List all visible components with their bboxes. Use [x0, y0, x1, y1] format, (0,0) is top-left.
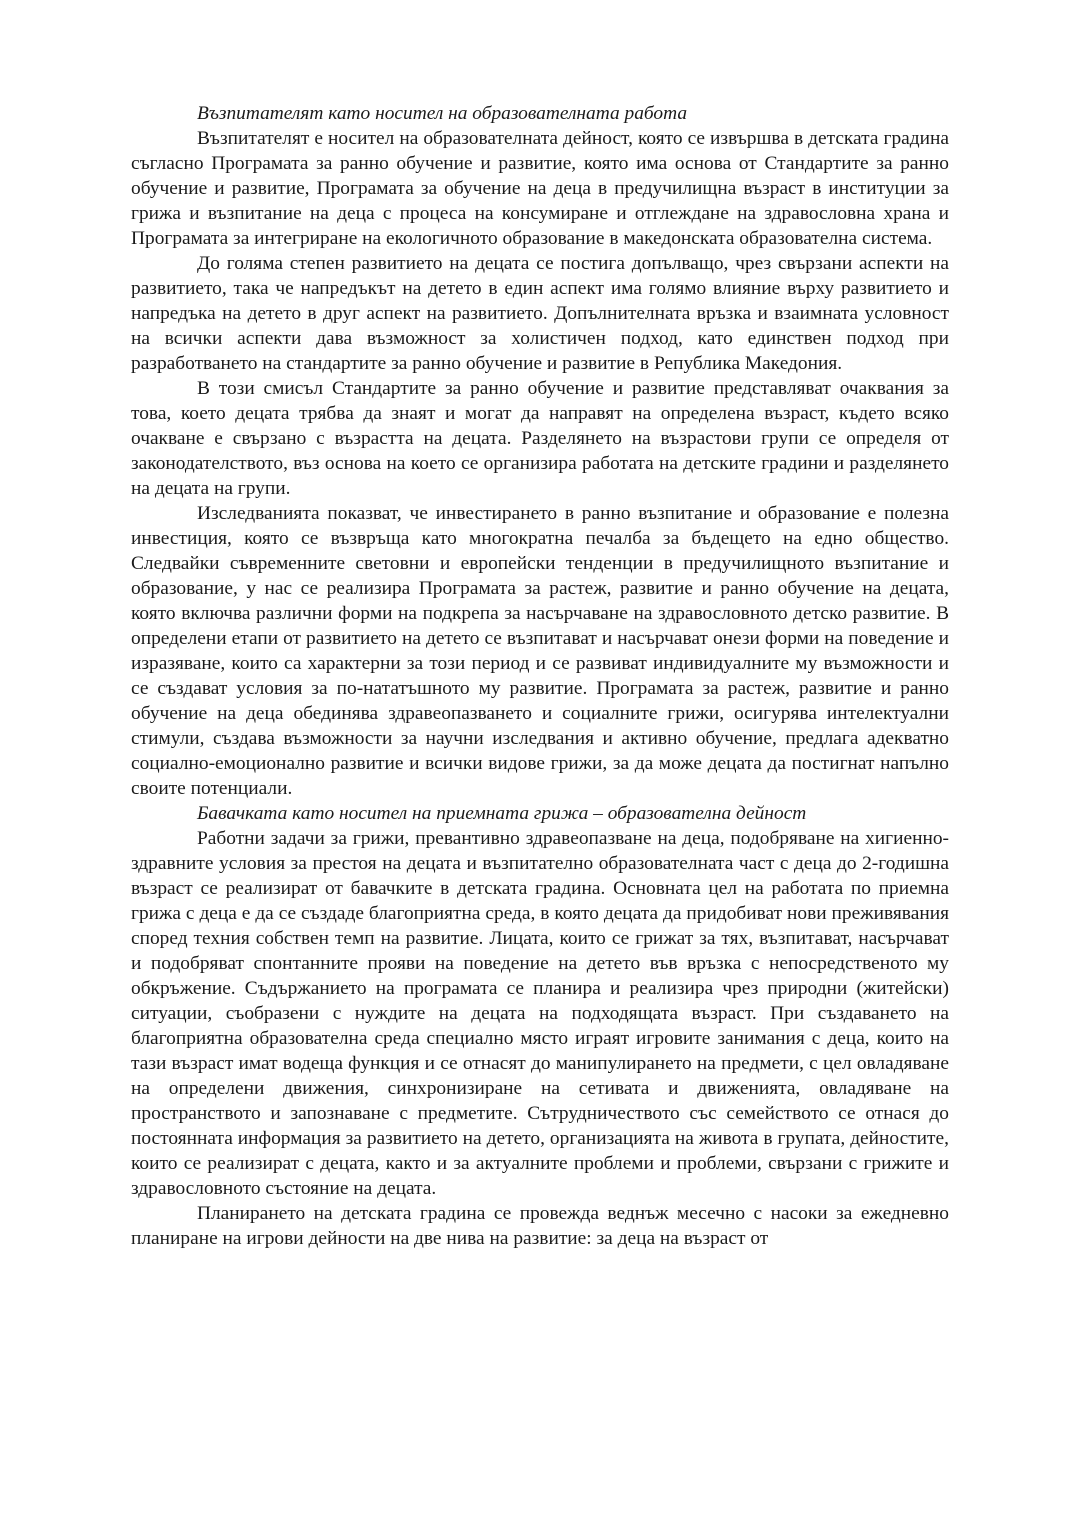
paragraph-educator-role: Възпитателят е носител на образователната дейност, която се извършва в детската градина съгласно Програмата за ранно обучение и развитие, която има основа от Стандартите за ранно обучение и развитие, Програмата за обучение на деца в предучилищна възраст в институции за грижа и възпитание на деца с процеса на консумиране и отглеждане на здравословна храна и Програмата за интегриране на екологичното образование в македонската образователна система.	[131, 128, 949, 249]
document-page	[131, 101, 949, 1251]
paragraph-planning: Планирането на детската градина се провежда веднъж месечно с насоки за ежедневно планиране на игрови дейности на две нива на развитие: за деца на възраст от	[131, 1203, 949, 1249]
paragraph-nanny-tasks: Работни задачи за грижи, превантивно здравеопазване на деца, подобряване на хигиенно-здравните условия за престоя на децата и възпитателно образователната част с деца до 2-годишна възраст се реализират от бавачките в детската градина. Основната цел на работата по приемна грижа с деца е да се създаде благоприятна среда, в която децата да придобиват нови преживявания според техния собствен темп на развитие. Лицата, които се грижат за тях, възпитават, насърчават и подобряват спонтанните прояви на поведение на детето във връзка с непосредственото му обкръжение. Съдържанието на програмата се планира и реализира чрез природни (житейски) ситуации, съобразени с нуждите на децата на подходящата възраст. При създаването на благоприятна образователна среда специално място играят игровите занимания с деца, които на тази възраст имат водеща функция и се отнасят до манипулирането на предмети, с цел овладяване на определени движения, синхронизиране на сетивата и движенията, овладяване на пространството и запознаване с предметите. Сътрудничеството със семейството се отнася до постоянната информация за развитието на детето, организацията на живота в групата, дейностите, които се реализират с децата, както и за актуалните проблеми и проблеми, свързани с грижите и здравословното състояние на децата.	[131, 828, 949, 1199]
paragraph-research-investment: Изследванията показват, че инвестирането в ранно възпитание и образование е полезна инвестиция, която се възвръща като многократна печалба за бъдещето на едно общество. Следвайки съвременните световни и европейски тенденции в предучилищното възпитание и образование, у нас се реализира Програмата за растеж, развитие и ранно обучение на децата, която включва различни форми на подкрепа за насърчаване на здравословното детско развитие. В определени етапи от развитието на детето се възпитават и насърчават онези форми на поведение и изразяване, които са характерни за този период и се развиват индивидуалните му възможности и се създават условия за по-нататъшното му развитие. Програмата за растеж, развитие и ранно обучение на деца обединява здравеопазването и социалните грижи, осигурява интелектуални стимули, създава възможности за научни изследвания и активно обучение, предлага адекватно социално-емоционално развитие и всички видове грижи, за да може децата да постигнат напълно своите потенциали.	[131, 503, 949, 799]
paragraph-development-aspects: До голяма степен развитието на децата се постига допълващо, чрез свързани аспекти на развитието, така че напредъкът на детето в един аспект има голямо влияние върху развитието и напредъка на детето в друг аспект на развитието. Допълнителната връзка и взаимната условност на всички аспекти дава възможност за холистичен подход, като единствен подход при разработването на стандартите за ранно обучение и развитие в Република Македония.	[131, 253, 949, 374]
section-heading-educator: Възпитателят като носител на образователната работа	[197, 103, 688, 124]
section-heading-nanny: Бавачката като носител на приемната грижа – образователна дейност	[197, 803, 807, 824]
paragraph-standards: В този смисъл Стандартите за ранно обучение и развитие представляват очаквания за това, което децата трябва да знаят и могат да направят на определена възраст, където всяко очакване е свързано с възрастта на децата. Разделянето на възрастови групи се определя от законодателството, въз основа на което се организира работата на детските градини и разделянето на децата на групи.	[131, 378, 949, 499]
